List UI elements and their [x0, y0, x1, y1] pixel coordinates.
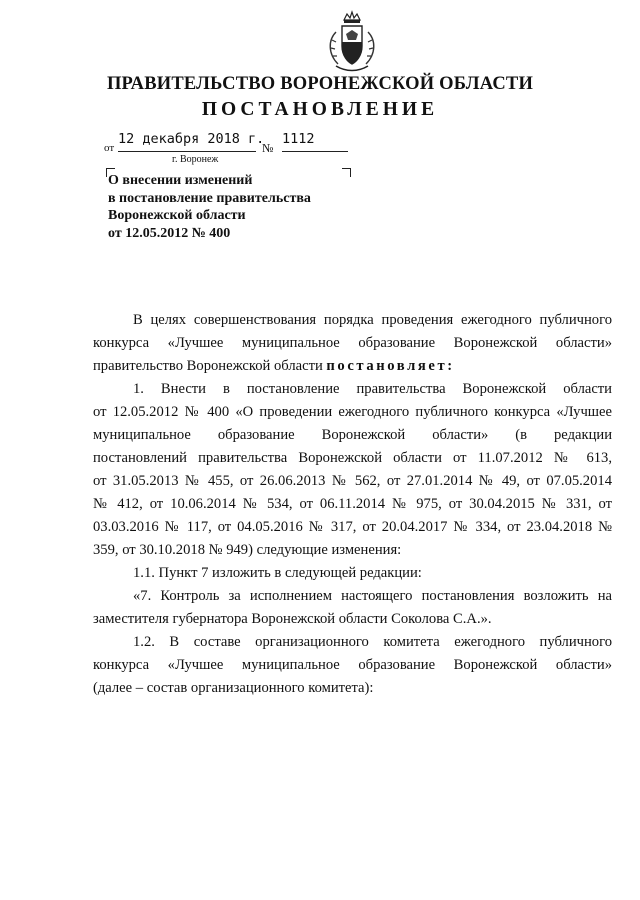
document-number: 1112 — [282, 131, 348, 152]
body-line: постановлений правительства Воронежской области от 11.07.2012 № 613, — [93, 450, 612, 466]
resolution-verb: постановляет: — [326, 358, 455, 374]
body-line: 1.2. В составе организационного комитета ежегодного публичного — [133, 634, 612, 650]
number-label: № — [262, 141, 274, 155]
city-label: г. Воронеж — [172, 154, 219, 165]
body-line: «7. Контроль за исполнением настоящего постановления возложить на — [133, 588, 612, 604]
subject-line: О внесении изменений — [108, 173, 253, 188]
body-line: 1.1. Пункт 7 изложить в следующей редакции: — [133, 565, 422, 581]
document-subject — [108, 172, 368, 242]
body-text: правительство Воронежской области — [93, 358, 327, 374]
body-line: муниципальное образование Воронежской области» (в редакции — [93, 427, 612, 443]
body-line: 1. Внести в постановление правительства Воронежской области — [133, 381, 612, 397]
body-line: конкурса «Лучшее муниципальное образование Воронежской области» — [93, 335, 612, 351]
coat-of-arms-icon — [322, 10, 382, 74]
body-line: конкурса «Лучшее муниципальное образование Воронежской области» — [93, 657, 612, 673]
date-prefix-label: от — [104, 142, 115, 154]
organization-title: ПРАВИТЕЛЬСТВО ВОРОНЕЖСКОЙ ОБЛАСТИ — [106, 74, 534, 94]
body-line: (далее – состав организационного комитета): — [93, 680, 374, 696]
body-line: № 412, от 10.06.2014 № 534, от 06.11.2014 № 975, от 30.04.2015 № 331, от — [93, 496, 612, 512]
document-body — [93, 309, 612, 700]
document-date: 12 декабря 2018 г. — [118, 131, 256, 152]
body-line: от 12.05.2012 № 400 «О проведении ежегодного публичного конкурса «Лучшее — [93, 404, 612, 420]
body-line: 03.03.2016 № 117, от 04.05.2016 № 317, от 20.04.2017 № 334, от 23.04.2018 № — [93, 519, 612, 535]
subject-line: в постановление правительства — [108, 190, 311, 206]
subject-line: от 12.05.2012 № 400 — [108, 225, 231, 241]
body-line: заместителя губернатора Воронежской области Соколова С.А.». — [93, 611, 492, 627]
subject-line: Воронежской области — [108, 208, 246, 223]
document-type: ПОСТАНОВЛЕНИЕ — [201, 99, 439, 120]
body-line: 359, от 30.10.2018 № 949) следующие изменения: — [93, 542, 402, 558]
body-line — [93, 355, 612, 378]
body-line: от 31.05.2013 № 455, от 26.06.2013 № 562, от 27.01.2014 № 49, от 07.05.2014 — [93, 473, 612, 489]
body-line: В целях совершенствования порядка проведения ежегодного публичного — [133, 312, 612, 328]
